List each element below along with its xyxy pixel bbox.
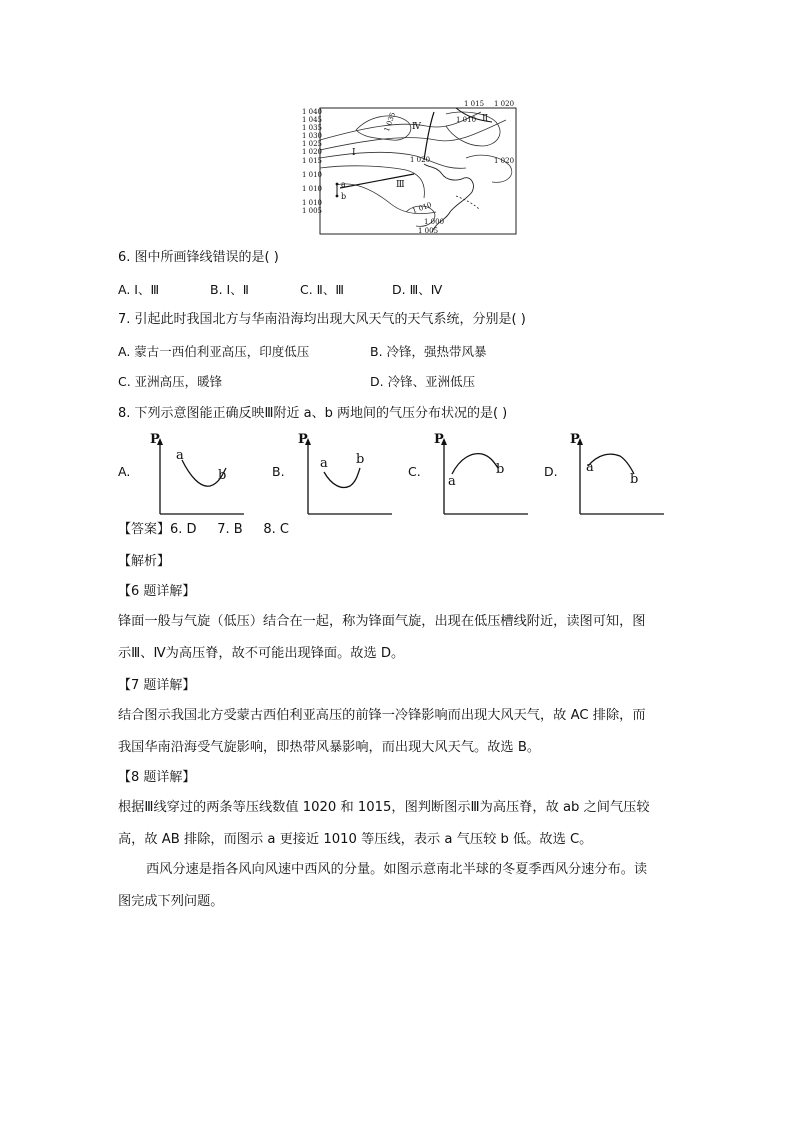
point-a-label: a — [176, 448, 184, 463]
q6-option-a: A. Ⅰ、Ⅲ — [118, 282, 160, 297]
point-b-label: b — [356, 452, 365, 467]
map-label: 1 045 — [301, 116, 322, 125]
axis-p-label: P — [434, 432, 444, 447]
detail-6-body — [118, 606, 678, 670]
answer-line: 【答案】6. D 7. B 8. C — [118, 522, 289, 537]
detail-8-body — [118, 792, 678, 856]
map-label: 1 010 — [301, 198, 322, 207]
q7-option-d: D. 冷锋、亚洲低压 — [370, 374, 476, 389]
map-inner-label: 1 020 — [410, 156, 431, 164]
map-label: 1 010 — [301, 184, 322, 193]
point-a-label: a — [586, 460, 594, 475]
front-label-IV: Ⅳ — [412, 122, 421, 132]
point-b-label: b — [630, 472, 639, 487]
q7-option-b: B. 冷锋，强热带风暴 — [370, 344, 487, 359]
intro-line: 西风分速是指各风向风速中西风的分量。如图示意南北半球的冬夏季西风分速分布。读 — [146, 862, 648, 877]
axis-p-label: P — [298, 432, 308, 447]
map-top-label: 1 020 — [494, 100, 515, 108]
question-6-stem: 6. 图中所画锋线错误的是( ) — [118, 250, 279, 265]
q8-option-a: A. — [118, 464, 131, 479]
map-label: 1 035 — [301, 124, 322, 133]
q6-option-b: B. Ⅰ、Ⅱ — [210, 282, 249, 297]
point-b-label: b — [496, 462, 505, 477]
detail-7-title: 【7 题详解】 — [118, 678, 196, 693]
map-label: 1 010 — [301, 170, 322, 179]
isobar-map-figure — [296, 100, 520, 240]
map-inner-label: 1 005 — [418, 227, 439, 235]
map-inner-label: 1 020 — [494, 157, 515, 165]
intro-paragraph — [118, 854, 678, 918]
q8-graph-c — [432, 432, 532, 516]
analysis-title: 【解析】 — [118, 554, 171, 569]
detail-6-line: 示Ⅲ、Ⅳ为高压脊，故不可能出现锋面。故选 D。 — [118, 646, 405, 661]
q7-option-c: C. 亚洲高压，暖锋 — [118, 374, 223, 389]
point-a-label: a — [448, 474, 456, 489]
q7-option-a: A. 蒙古一西伯利亚高压，印度低压 — [118, 344, 310, 359]
point-b-label: b — [218, 468, 227, 483]
map-inner-label: 1 010 — [411, 200, 433, 216]
q8-option-d: D. — [544, 464, 558, 479]
point-b-label: b — [341, 192, 347, 201]
q8-graph-d — [568, 432, 668, 516]
map-label: 1 040 — [301, 108, 322, 116]
map-inner-label: 1 035 — [382, 111, 398, 133]
detail-7-line: 结合图示我国北方受蒙古西伯利亚高压的前锋一冷锋影响而出现大风天气，故 AC 排除，而 — [118, 708, 646, 723]
detail-8-line: 高，故 AB 排除，而图示 a 更接近 1010 等压线，表示 a 气压较 b 低。故选 C。 — [118, 832, 593, 847]
front-label-III: Ⅲ — [396, 180, 405, 190]
question-7-stem: 7. 引起此时我国北方与华南沿海均出现大风天气的天气系统，分别是( ) — [118, 312, 526, 327]
q6-option-d: D. Ⅲ、Ⅳ — [392, 282, 443, 297]
q8-option-c: C. — [408, 464, 421, 479]
detail-6-line: 锋面一般与气旋（低压）结合在一起，称为锋面气旋，出现在低压槽线附近，读图可知，图 — [118, 614, 646, 629]
point-a-label: a — [341, 180, 346, 189]
q8-graph-b — [296, 432, 396, 516]
map-label: 1 020 — [301, 148, 322, 157]
detail-8-title: 【8 题详解】 — [118, 770, 196, 785]
map-label: 1 025 — [301, 140, 322, 149]
detail-8-line: 根据Ⅲ线穿过的两条等压线数值 1020 和 1015，图判断图示Ⅲ为高压脊，故 ab 之间气压较 — [118, 800, 650, 815]
map-inner-label: 1 010 — [456, 116, 477, 124]
intro-line: 图完成下列问题。 — [118, 894, 224, 909]
map-label: 1 015 — [301, 156, 322, 165]
map-label: 1 030 — [301, 132, 322, 141]
front-label-I: Ⅰ — [352, 148, 356, 158]
map-inner-label: 1 000 — [424, 218, 445, 226]
axis-p-label: P — [150, 432, 160, 447]
detail-6-title: 【6 题详解】 — [118, 584, 196, 599]
map-top-label: 1 015 — [464, 100, 485, 108]
question-8-stem: 8. 下列示意图能正确反映Ⅲ附近 a、b 两地间的气压分布状况的是( ) — [118, 406, 508, 421]
front-label-II: Ⅱ — [482, 114, 489, 124]
map-left-labels — [296, 108, 322, 215]
detail-7-line: 我国华南沿海受气旋影响，即热带风暴影响，而出现大风天气。故选 B。 — [118, 740, 541, 755]
q8-graph-a — [148, 432, 248, 516]
map-label: 1 005 — [301, 206, 322, 215]
axis-p-label: P — [570, 432, 580, 447]
q6-option-c: C. Ⅱ、Ⅲ — [300, 282, 344, 297]
point-a-label: a — [320, 456, 328, 471]
detail-7-body — [118, 700, 678, 764]
q8-option-b: B. — [272, 464, 285, 479]
